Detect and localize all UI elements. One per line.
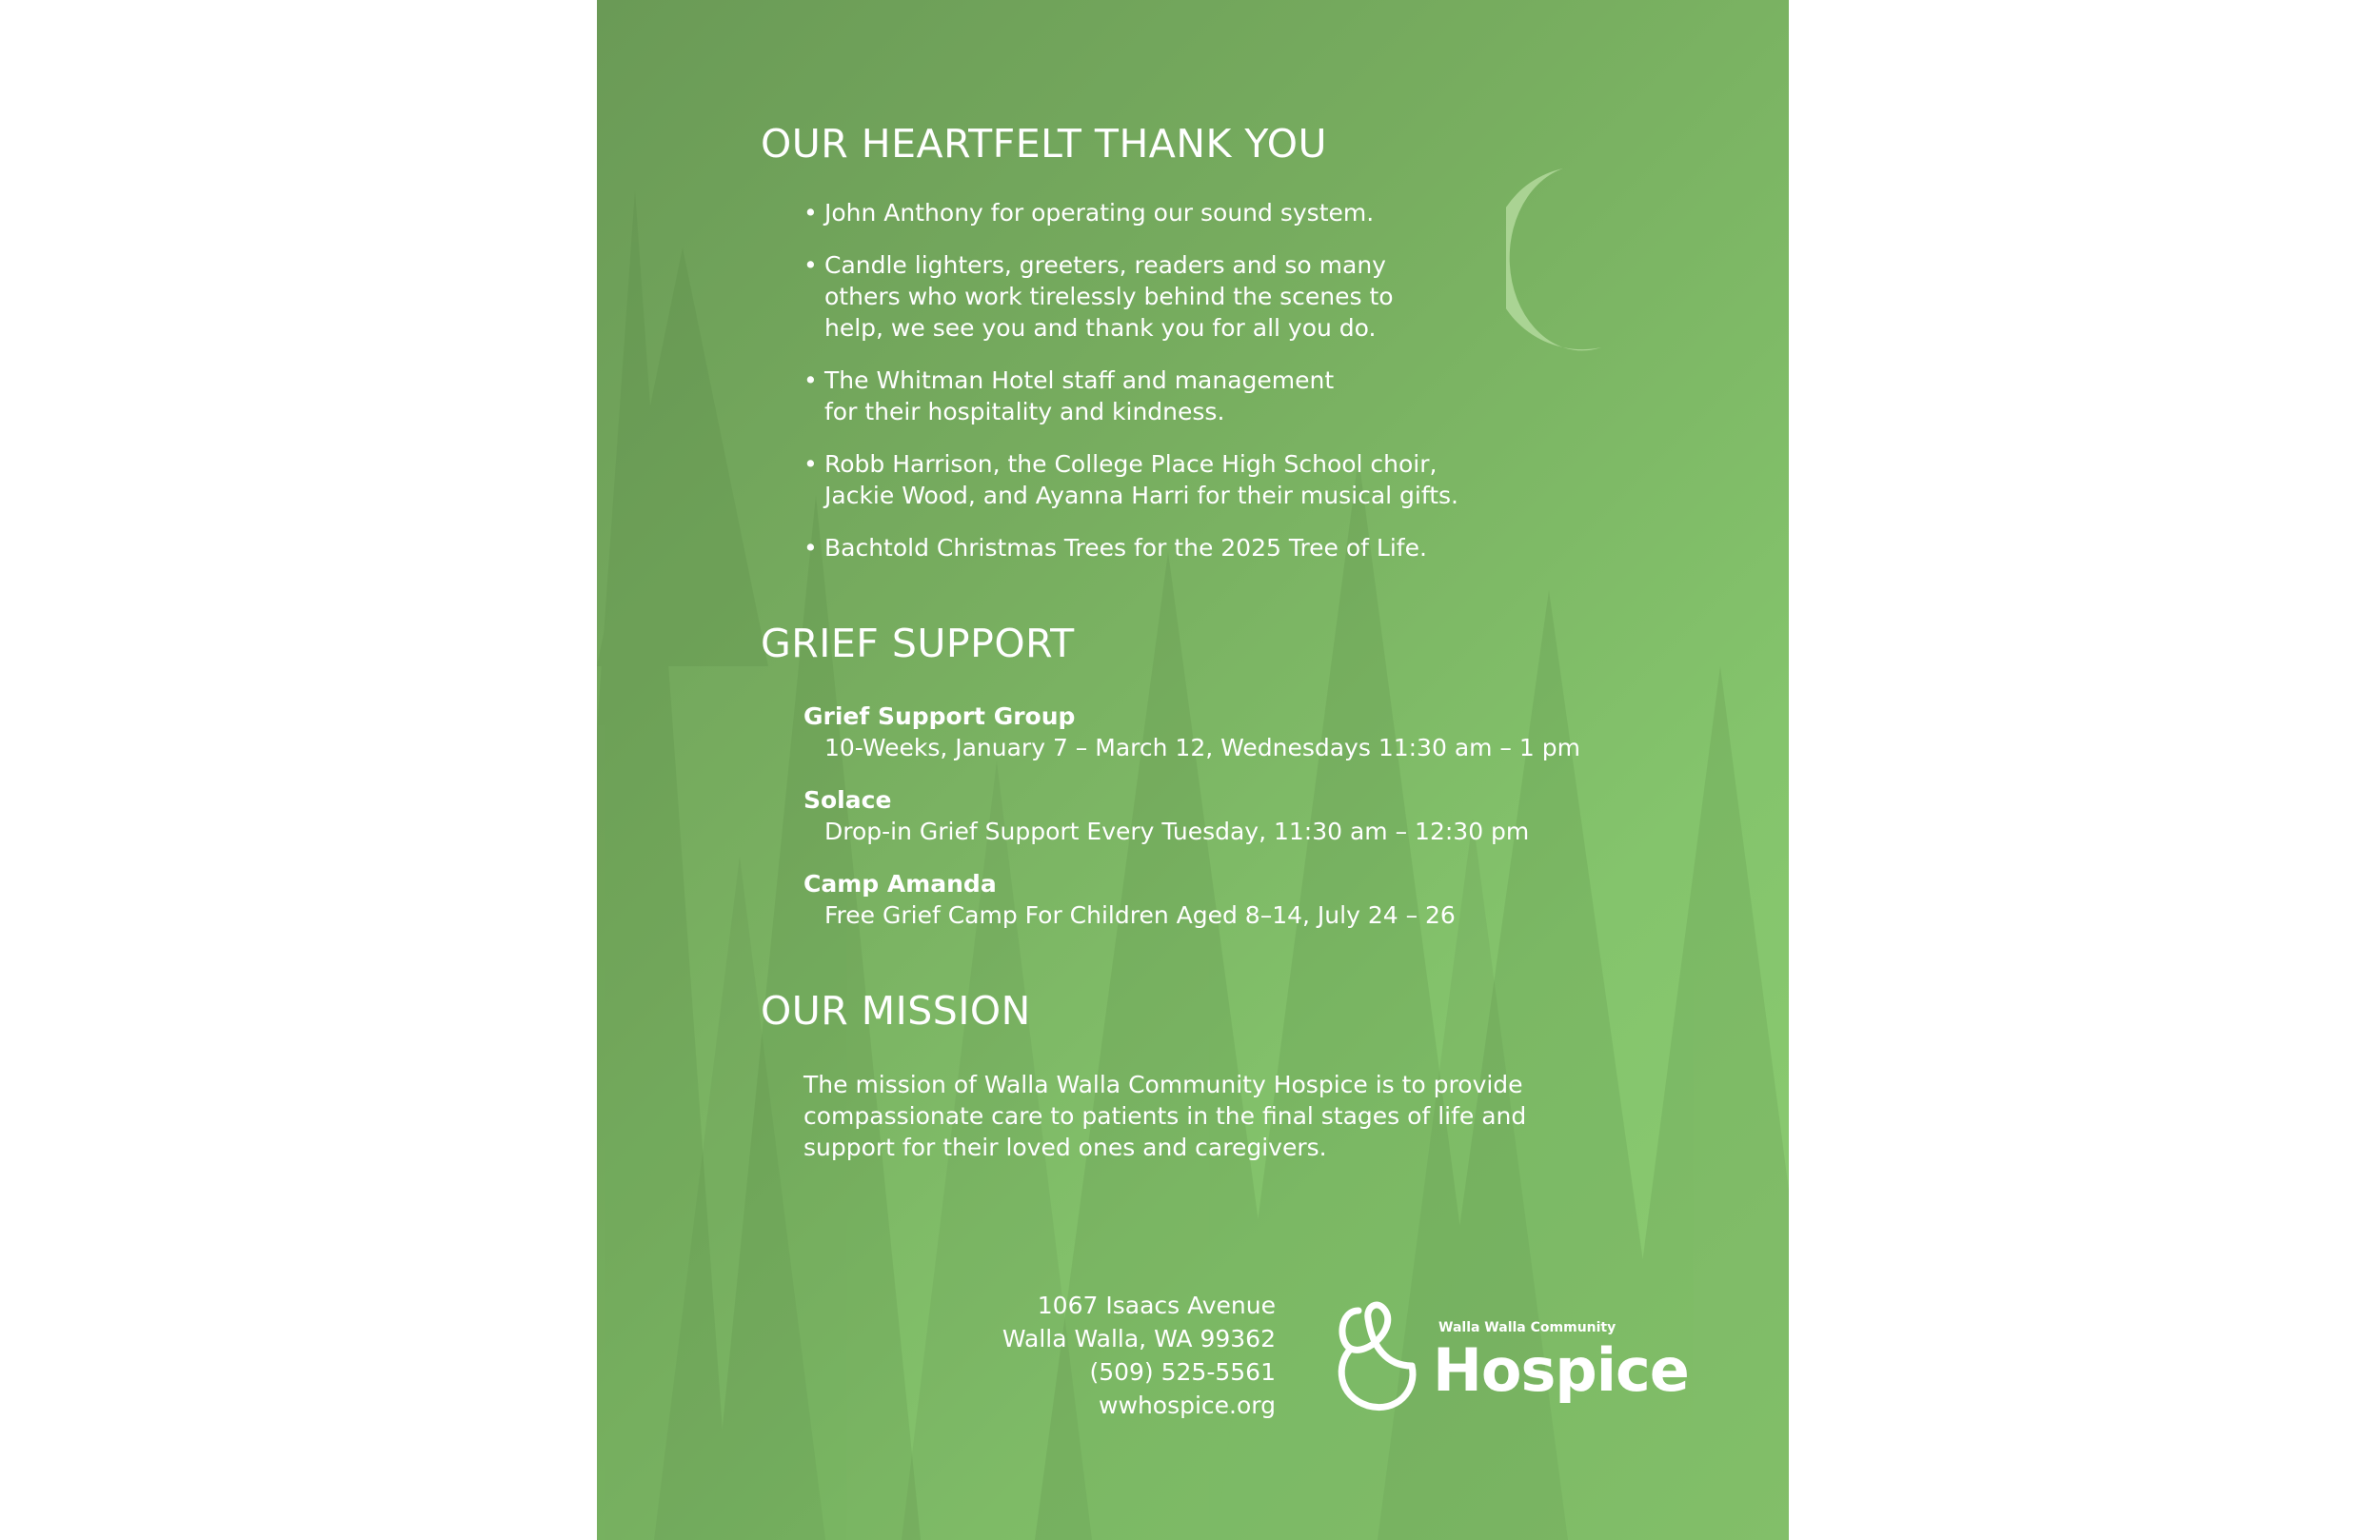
website-link[interactable]: wwhospice.org <box>1099 1392 1276 1419</box>
bullet-icon: • <box>803 534 818 562</box>
support-program <box>803 868 1580 931</box>
list-item <box>803 197 1458 228</box>
hospice-logo <box>1330 1290 1689 1418</box>
contact-block <box>1002 1289 1276 1422</box>
flyer-page <box>597 0 1789 1540</box>
support-program <box>803 701 1580 763</box>
list-item-text: Robb Harrison, the College Place High School choir, Jackie Wood, and Ayanna Harri for their musical gifts. <box>824 450 1458 509</box>
logo-small-text: Walla Walla Community <box>1438 1320 1616 1335</box>
program-title: Grief Support Group <box>803 702 1076 730</box>
program-detail: 10-Weeks, January 7 – March 12, Wednesdays 11:30 am – 1 pm <box>824 734 1580 761</box>
list-item-text: Bachtold Christmas Trees for the 2025 Tree of Life. <box>824 534 1427 562</box>
logo-big-text: Hospice <box>1433 1335 1689 1405</box>
bullet-icon: • <box>803 450 818 478</box>
thank-you-list <box>803 197 1458 584</box>
list-item <box>803 532 1458 563</box>
list-item-text: John Anthony for operating our sound system. <box>824 199 1375 227</box>
grief-support-heading: GRIEF SUPPORT <box>761 621 1075 666</box>
program-detail: Free Grief Camp For Children Aged 8–14, July 24 – 26 <box>824 901 1456 929</box>
program-detail: Drop-in Grief Support Every Tuesday, 11:30 am – 12:30 pm <box>824 818 1530 845</box>
list-item <box>803 365 1458 427</box>
bullet-icon: • <box>803 251 818 279</box>
list-item <box>803 249 1458 344</box>
list-item-text: The Whitman Hotel staff and management for their hospitality and kindness. <box>824 366 1335 425</box>
program-title: Solace <box>803 786 892 814</box>
thank-you-heading: OUR HEARTFELT THANK YOU <box>761 121 1327 167</box>
bullet-icon: • <box>803 366 818 394</box>
grief-support-list <box>803 701 1580 952</box>
content <box>597 0 1789 1540</box>
support-program <box>803 784 1580 847</box>
list-item <box>803 448 1458 511</box>
mission-heading: OUR MISSION <box>761 988 1031 1034</box>
address-street: 1067 Isaacs Avenue <box>1037 1292 1276 1319</box>
list-item-text: Candle lighters, greeters, readers and so many others who work tirelessly behind the scenes to help, we see you and thank you for all you do. <box>824 251 1394 342</box>
phone-number: (509) 525-5561 <box>1089 1358 1276 1386</box>
mission-text: The mission of Walla Walla Community Hospice is to provide compassionate care to patients in the final stages of life and support for their loved ones and caregivers. <box>803 1071 1527 1161</box>
hospice-swan-icon <box>1330 1290 1425 1418</box>
address-city: Walla Walla, WA 99362 <box>1002 1325 1276 1352</box>
bullet-icon: • <box>803 199 818 227</box>
program-title: Camp Amanda <box>803 870 997 898</box>
